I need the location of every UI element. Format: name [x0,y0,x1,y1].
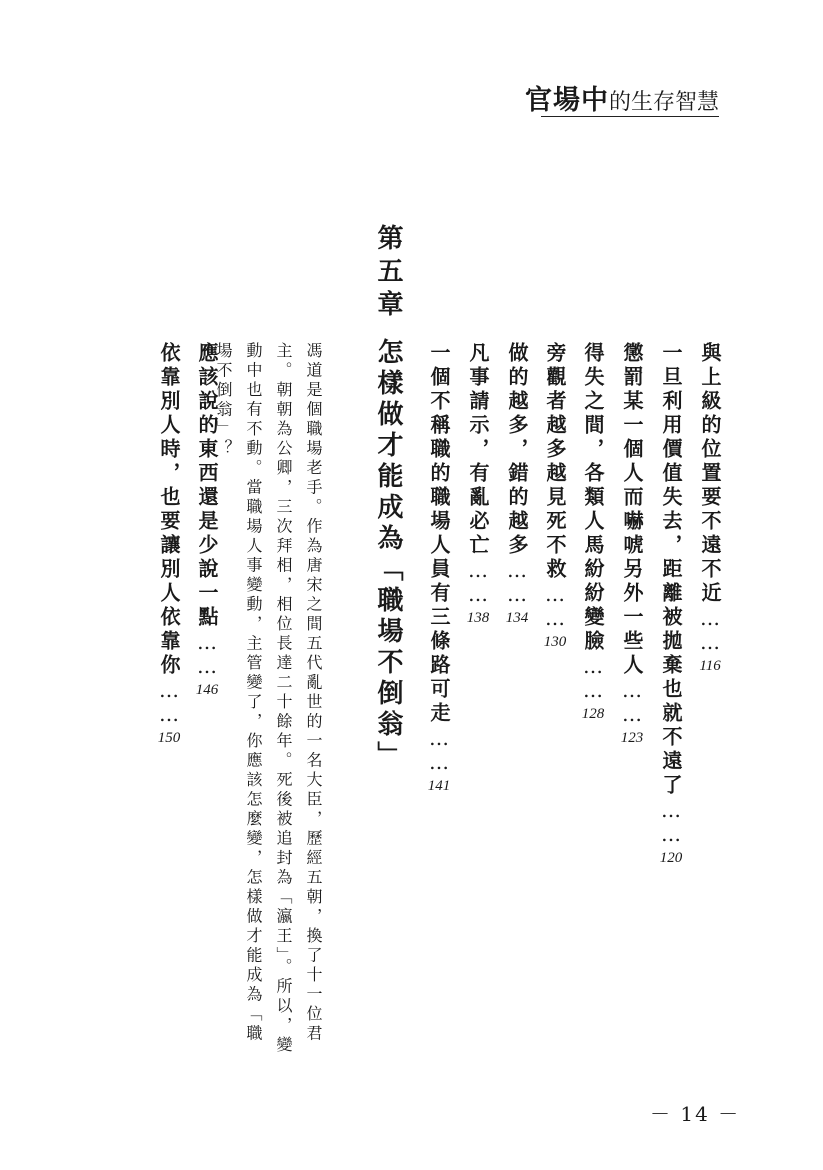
toc-leader: …… [427,726,451,774]
chapter-intro: 馮道是個職場老手。作為唐宋之間五代亂世的一名大臣，歷經五朝，換了十一位君主。朝朝為公卿，三次拜相，相位長達二十餘年。死後被追封為「瀛王」。所以，變動中也有不動。當職場人事變動，主管變了，你應該怎麼變，怎樣做才能成為「職場不倒翁」？ [214,342,323,1056]
toc-entry [464,342,493,627]
toc-entry-text: 一旦利用價值失去，距離被拋棄也就不遠了 [659,342,683,798]
toc-entry-text: 懲罰某一個人而嚇唬另外一些人 [620,342,644,678]
chapter-number: 第五章 [373,224,403,323]
toc-entry [657,342,686,867]
toc-leader: …… [466,558,490,606]
toc-entry [503,342,532,627]
toc-page-number: 138 [466,610,490,626]
toc-page-number: 150 [157,730,181,746]
toc-page-number: 146 [195,682,219,698]
toc-entry-text: 凡事請示，有亂必亡 [466,342,490,558]
header-rule [541,116,719,117]
toc-entry-text: 與上級的位置要不遠不近 [698,342,722,606]
chapter-title: 怎樣做才能成為「職場不倒翁」 [373,338,403,772]
toc-page-number: 128 [581,706,605,722]
toc-entry-text: 一個不稱職的職場人員有三條路可走 [427,342,451,726]
toc-entry-text: 得失之間，各類人馬紛紛變臉 [581,342,605,654]
toc-leader: …… [543,582,567,630]
toc-leader: …… [157,678,181,726]
toc-entry [579,342,608,723]
toc-entry [696,342,725,675]
toc-entry-text: 做的越多，錯的越多 [505,342,529,558]
toc-leader: …… [195,630,219,678]
toc-entry-text: 依靠別人時，也要讓別人依靠你 [157,342,181,678]
toc-page-number: 130 [543,634,567,650]
toc-entry [193,342,222,699]
toc-leader: …… [620,678,644,726]
toc-page-number: 120 [659,850,683,866]
toc-leader: …… [659,798,683,846]
toc-page-number: 141 [427,778,451,794]
toc-entry-text: 旁觀者越多越見死不救 [543,342,567,582]
toc-page-number: 116 [699,658,721,674]
toc-entry [425,342,454,795]
toc-leader: …… [505,558,529,606]
page-number: － 14 － [650,1102,741,1126]
header-title-light: 的生存智慧 [608,90,719,115]
header-title-bold: 官場中 [524,85,609,116]
toc-page-number: 123 [620,730,644,746]
toc-entry-text: 應該說的東西還是少說一點 [195,342,219,630]
toc-leader: …… [581,654,605,702]
toc-entry [541,342,570,651]
toc-entry [618,342,647,747]
toc-entry [155,342,184,747]
running-header [525,78,719,117]
toc-leader: …… [698,606,722,654]
toc-page-number: 134 [505,610,529,626]
